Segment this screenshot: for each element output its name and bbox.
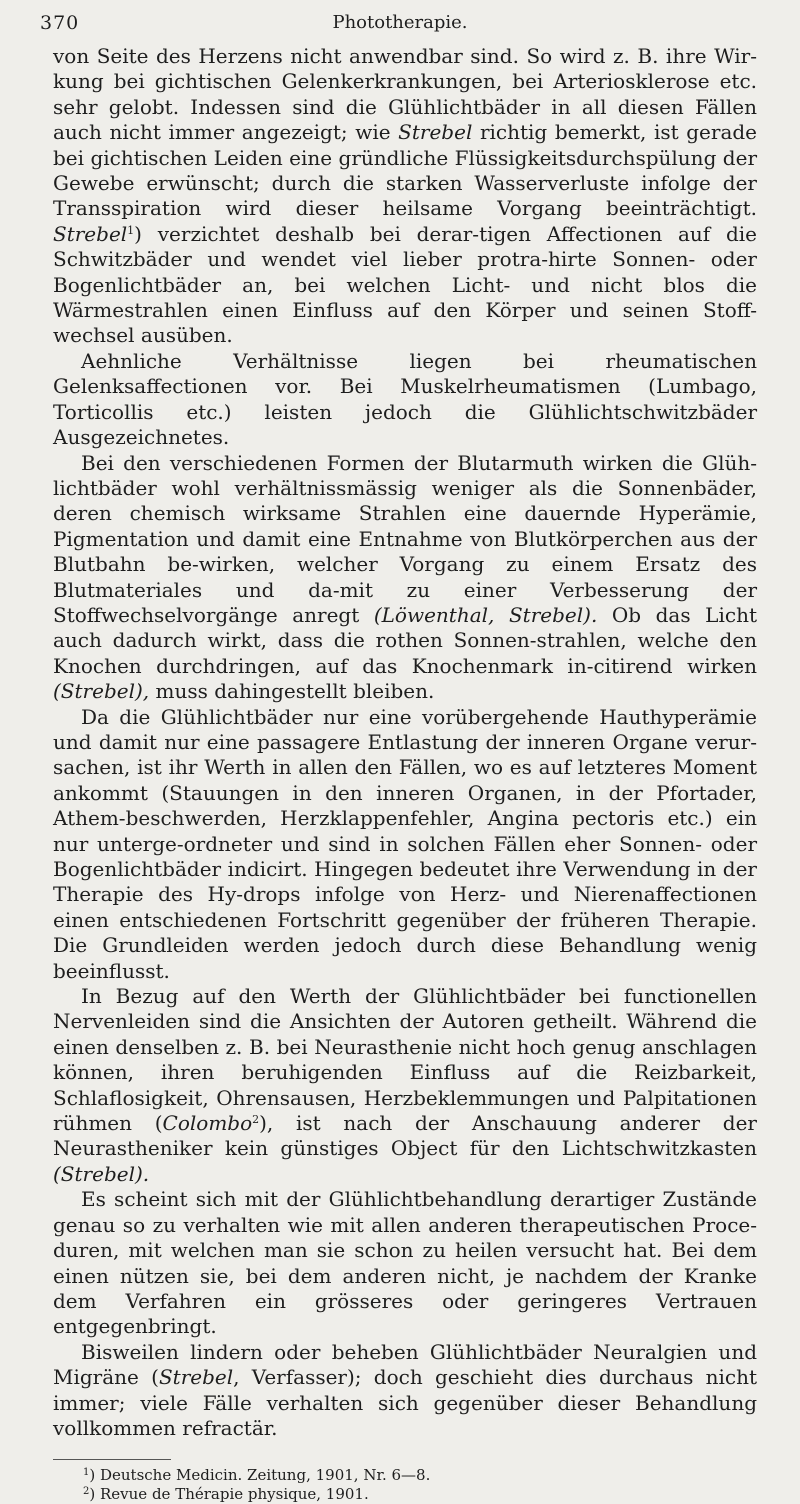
text-run: ), ist nach der Anschauung anderer der Neurastheniker kein günstiges Object für den Lichtschwitzkasten: [53, 1111, 757, 1161]
footnote-mark: 1: [83, 1467, 90, 1479]
paragraph-3: [53, 451, 757, 705]
footnote-ref: 1: [127, 223, 135, 237]
author-citation: Strebel: [53, 221, 128, 246]
footnote-2: [83, 1485, 757, 1504]
paragraph-4: Da die Glühlichtbäder nur eine vorübergehende Hauthyperämie und damit nur eine passagere Entlastung der inneren Organe verur-sachen, ist ihr Werth in allen den Fällen, wo es auf letzteres Moment ankommt (Stauungen in den inneren Organen, in der Pfortader, Athem-beschwerden, Herzklappenfehler, Angina pectoris etc.) ein nur unterge-ordneter und sind in solchen Fällen eher Sonnen- oder Bogenlichtbäder indicirt. Hingegen bedeutet ihre Verwendung in der Therapie des Hy-drops infolge von Herz- und Nierenaffectionen einen entschiedenen Fortschritt gegenüber der früheren Therapie. Die Grundleiden werden jedoch durch diese Behandlung wenig beeinflusst.: [53, 704, 757, 983]
body-text: [53, 44, 757, 1504]
text-run: ) verzichtet deshalb bei derar-tigen Affectionen auf die Schwitzbäder und wendet viel lieber protra-hirte Sonnen- oder Bogenlichtbäder an, bei welchen Licht- und nicht blos die Wärmestrahlen einen Einfluss auf den Körper und seinen Stoff-wechsel ausüben.: [53, 221, 757, 348]
footnote-mark: 2: [83, 1486, 90, 1498]
paragraph-2: Aehnliche Verhältnisse liegen bei rheumatischen Gelenksaffectionen vor. Bei Muskelrheumatismen (Lumbago, Torticollis etc.) leisten jedoch die Glühlichtschwitzbäder Ausgezeichnetes.: [53, 348, 757, 450]
footnote-text: ) Revue de Thérapie physique, 1901.: [89, 1485, 369, 1504]
text-run: , Verfasser); doch geschieht dies durchaus nicht immer; viele Fälle verhalten sich gegenüber dieser Behandlung vollkommen refractär.: [53, 1365, 757, 1440]
author-citation: (Löwenthal, Strebel).: [373, 602, 598, 627]
running-title: Phototherapie.: [332, 12, 468, 33]
text-run: In Bezug auf den Werth der Glühlichtbäder bei functionellen Nervenleiden sind die Ansichten der Autoren getheilt. Während die einen denselben z. B. bei Neurasthenie nicht hoch genug anschlagen können, ihren beruhigenden Einfluss auf die Reizbarkeit, Schlaflosigkeit, Ohrensausen, Herzbeklemmungen und Palpitationen rühmen (: [53, 984, 757, 1136]
footnote-text: ) Deutsche Medicin. Zeitung, 1901, Nr. 6—8.: [89, 1466, 431, 1485]
text-run: von Seite des Herzens nicht anwendbar sind. So wird z. B. ihre Wir-kung bei gichtischen Gelenkerkrankungen, bei Arteriosklerose etc. sehr gelobt. Indessen sind die Glühlichtbäder in all diesen Fällen auch nicht immer angezeigt; wie: [53, 44, 757, 145]
page-header: [40, 6, 760, 36]
text-run: Bisweilen lindern oder beheben Glühlichtbäder Neuralgien und Migräne (: [53, 1339, 757, 1390]
paragraph-7: [53, 1340, 757, 1442]
author-citation: Strebel: [398, 120, 473, 145]
author-citation: (Strebel),: [53, 679, 150, 704]
text-run: richtig bemerkt, ist gerade bei gichtischen Leiden eine gründliche Flüssigkeitsdurchspülung der Gewebe erwünscht; durch die starken Wasserverluste infolge der Transspiration wird dieser heilsame Vorgang beeinträchtigt.: [53, 120, 758, 221]
author-citation: Strebel: [158, 1365, 234, 1390]
text-run: muss dahingestellt bleiben.: [149, 679, 435, 704]
paragraph-5: [53, 984, 757, 1187]
author-citation: (Strebel).: [53, 1161, 150, 1186]
paragraph-6: Es scheint sich mit der Glühlichtbehandlung derartiger Zustände genau so zu verhalten wie mit allen anderen therapeutischen Proce-duren, mit welchen man sie schon zu heilen versucht hat. Bei dem einen nützen sie, bei dem anderen nicht, je nachdem der Kranke dem Verfahren ein grösseres oder geringeres Vertrauen entgegenbringt.: [53, 1187, 757, 1339]
page-number: 370: [40, 12, 80, 34]
text-run: Ob das Licht auch dadurch wirkt, dass die rothen Sonnen-strahlen, welche den Knochen durchdringen, auf das Knochenmark in-citirend wirken: [53, 602, 757, 678]
footnote-divider: [53, 1459, 171, 1460]
footnote-ref: 2: [252, 1113, 260, 1127]
footnote-1: [83, 1466, 757, 1485]
text-run: Bei den verschiedenen Formen der Blutarmuth wirken die Glüh-lichtbäder wohl verhältnissmässig weniger als die Sonnenbäder, deren chemisch wirksame Strahlen eine dauernde Hyperämie, Pigmentation und damit eine Entnahme von Blutkörperchen aus der Blutbahn be-wirken, welcher Vorgang zu einem Ersatz des Blutmateriales und da-mit zu einer Verbesserung der Stoffwechselvorgänge anregt: [53, 450, 757, 627]
paragraph-1: [53, 44, 757, 349]
author-citation: Colombo: [162, 1111, 253, 1136]
